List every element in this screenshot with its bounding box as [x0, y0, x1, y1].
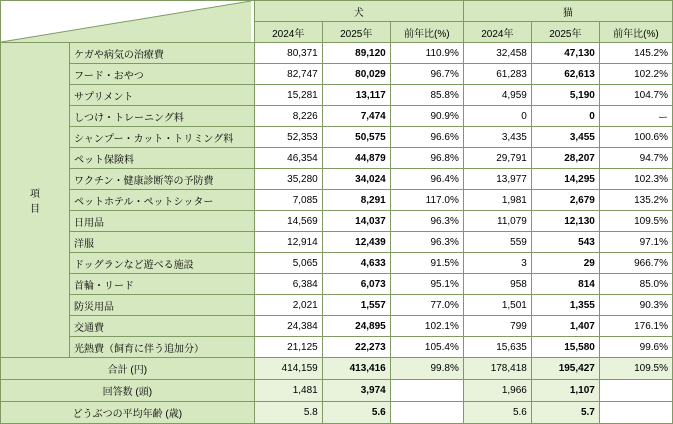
- row-item-label: ペットホテル・ペットシッター: [70, 190, 255, 211]
- cell-cat-2024: 11,079: [463, 211, 531, 232]
- table-row: [1, 43, 673, 64]
- cell-dog-2024: 52,353: [254, 127, 322, 148]
- cell-dog-yoy: 96.3%: [390, 211, 463, 232]
- row-item-label: ペット保険料: [70, 148, 255, 169]
- cell-dog-2025: 12,439: [322, 232, 390, 253]
- table-row: [1, 127, 673, 148]
- header-cat-2025: 2025年: [531, 22, 599, 43]
- summary-label-responses: 回答数 (頭): [1, 380, 255, 402]
- cell-dog-yoy: 117.0%: [390, 190, 463, 211]
- summary-dog-yoy: 99.8%: [390, 358, 463, 380]
- row-category-label: 項 目: [1, 43, 70, 358]
- cell-dog-yoy: 90.9%: [390, 106, 463, 127]
- summary-dog-2024: 5.8: [254, 402, 322, 424]
- row-item-label: 光熱費（飼育に伴う追加分）: [70, 337, 255, 358]
- summary-cat-yoy-blank: [599, 402, 672, 424]
- cell-dog-yoy: 102.1%: [390, 316, 463, 337]
- summary-row-total: [1, 358, 673, 380]
- row-item-label: しつけ・トレーニング料: [70, 106, 255, 127]
- row-item-label: ワクチン・健康診断等の予防費: [70, 169, 255, 190]
- cell-dog-2024: 46,354: [254, 148, 322, 169]
- table-row: [1, 148, 673, 169]
- cell-dog-2025: 6,073: [322, 274, 390, 295]
- summary-cat-2025: 1,107: [531, 380, 599, 402]
- cell-cat-2025: 15,580: [531, 337, 599, 358]
- cell-dog-yoy: 95.1%: [390, 274, 463, 295]
- summary-cat-2024: 5.6: [463, 402, 531, 424]
- cell-cat-yoy: 966.7%: [599, 253, 672, 274]
- table-row: [1, 169, 673, 190]
- cell-cat-yoy: 97.1%: [599, 232, 672, 253]
- summary-row-responses: [1, 380, 673, 402]
- cell-cat-2025: 29: [531, 253, 599, 274]
- row-item-label: ケガや病気の治療費: [70, 43, 255, 64]
- cell-cat-2025: 3,455: [531, 127, 599, 148]
- cell-dog-yoy: 105.4%: [390, 337, 463, 358]
- cell-dog-2024: 12,914: [254, 232, 322, 253]
- cell-cat-2024: 13,977: [463, 169, 531, 190]
- header-dog-2024: 2024年: [254, 22, 322, 43]
- cell-dog-yoy: 110.9%: [390, 43, 463, 64]
- cell-cat-yoy: ー: [599, 106, 672, 127]
- table-row: [1, 274, 673, 295]
- cell-dog-2025: 7,474: [322, 106, 390, 127]
- cell-cat-2025: 5,190: [531, 85, 599, 106]
- cell-cat-2025: 14,295: [531, 169, 599, 190]
- cell-cat-2024: 3: [463, 253, 531, 274]
- summary-cat-2024: 1,966: [463, 380, 531, 402]
- summary-dog-2025: 413,416: [322, 358, 390, 380]
- cell-cat-2024: 61,283: [463, 64, 531, 85]
- table-header: [1, 1, 673, 43]
- cell-dog-yoy: 96.8%: [390, 148, 463, 169]
- summary-dog-2025: 3,974: [322, 380, 390, 402]
- table-row: [1, 106, 673, 127]
- cell-dog-2024: 82,747: [254, 64, 322, 85]
- summary-dog-yoy-blank: [390, 402, 463, 424]
- cell-cat-yoy: 85.0%: [599, 274, 672, 295]
- row-item-label: 防災用品: [70, 295, 255, 316]
- cell-cat-2024: 3,435: [463, 127, 531, 148]
- table-row: [1, 85, 673, 106]
- table-row: [1, 295, 673, 316]
- cell-dog-yoy: 96.4%: [390, 169, 463, 190]
- cell-cat-yoy: 94.7%: [599, 148, 672, 169]
- cell-dog-2025: 24,895: [322, 316, 390, 337]
- cell-dog-2024: 80,371: [254, 43, 322, 64]
- cell-dog-2024: 15,281: [254, 85, 322, 106]
- cell-dog-2025: 50,575: [322, 127, 390, 148]
- diagonal-divider-icon: [1, 1, 251, 42]
- corner-diagonal-cell: [1, 1, 255, 43]
- header-dog-2025: 2025年: [322, 22, 390, 43]
- row-item-label: フード・おやつ: [70, 64, 255, 85]
- cell-cat-2025: 2,679: [531, 190, 599, 211]
- table-row: [1, 211, 673, 232]
- cell-cat-yoy: 104.7%: [599, 85, 672, 106]
- cell-cat-2024: 1,501: [463, 295, 531, 316]
- cell-cat-2024: 0: [463, 106, 531, 127]
- cell-dog-2025: 22,273: [322, 337, 390, 358]
- summary-cat-yoy-blank: [599, 380, 672, 402]
- cell-cat-2025: 814: [531, 274, 599, 295]
- cell-dog-2024: 35,280: [254, 169, 322, 190]
- cell-dog-2025: 4,633: [322, 253, 390, 274]
- cell-dog-yoy: 77.0%: [390, 295, 463, 316]
- cell-dog-2024: 21,125: [254, 337, 322, 358]
- table-body: [1, 43, 673, 424]
- cell-dog-2025: 14,037: [322, 211, 390, 232]
- cell-cat-2025: 1,407: [531, 316, 599, 337]
- row-item-label: 日用品: [70, 211, 255, 232]
- cell-dog-yoy: 85.8%: [390, 85, 463, 106]
- summary-dog-2024: 414,159: [254, 358, 322, 380]
- cell-dog-2025: 89,120: [322, 43, 390, 64]
- header-dog-yoy: 前年比(%): [390, 22, 463, 43]
- cell-dog-2024: 2,021: [254, 295, 322, 316]
- cell-dog-2024: 5,065: [254, 253, 322, 274]
- cell-cat-2024: 15,635: [463, 337, 531, 358]
- cell-dog-2025: 8,291: [322, 190, 390, 211]
- cell-dog-2025: 13,117: [322, 85, 390, 106]
- cell-cat-yoy: 102.3%: [599, 169, 672, 190]
- cell-dog-2024: 14,569: [254, 211, 322, 232]
- cell-cat-2025: 12,130: [531, 211, 599, 232]
- cell-cat-2024: 799: [463, 316, 531, 337]
- cell-dog-2024: 6,384: [254, 274, 322, 295]
- cell-cat-yoy: 100.6%: [599, 127, 672, 148]
- cell-dog-yoy: 96.6%: [390, 127, 463, 148]
- table-row: [1, 316, 673, 337]
- table-row: [1, 232, 673, 253]
- cell-dog-yoy: 96.7%: [390, 64, 463, 85]
- cell-cat-2024: 958: [463, 274, 531, 295]
- cell-cat-2025: 28,207: [531, 148, 599, 169]
- cell-cat-2024: 29,791: [463, 148, 531, 169]
- cell-dog-2024: 24,384: [254, 316, 322, 337]
- table-row: [1, 337, 673, 358]
- cell-cat-2024: 559: [463, 232, 531, 253]
- row-item-label: 交通費: [70, 316, 255, 337]
- cell-cat-2025: 0: [531, 106, 599, 127]
- cell-dog-2025: 34,024: [322, 169, 390, 190]
- header-species-dog: 犬: [254, 1, 463, 22]
- row-item-label: 洋服: [70, 232, 255, 253]
- cell-cat-2025: 1,355: [531, 295, 599, 316]
- cell-cat-2025: 62,613: [531, 64, 599, 85]
- cell-dog-2024: 7,085: [254, 190, 322, 211]
- cell-cat-yoy: 99.6%: [599, 337, 672, 358]
- summary-label-average-age: どうぶつの平均年齢 (歳): [1, 402, 255, 424]
- table-row: [1, 64, 673, 85]
- summary-dog-2025: 5.6: [322, 402, 390, 424]
- cell-cat-2024: 4,959: [463, 85, 531, 106]
- header-cat-yoy: 前年比(%): [599, 22, 672, 43]
- cell-dog-yoy: 91.5%: [390, 253, 463, 274]
- row-item-label: 首輪・リード: [70, 274, 255, 295]
- header-cat-2024: 2024年: [463, 22, 531, 43]
- row-item-label: シャンプー・カット・トリミング料: [70, 127, 255, 148]
- summary-label-total: 合計 (円): [1, 358, 255, 380]
- cell-dog-2025: 80,029: [322, 64, 390, 85]
- cell-dog-2024: 8,226: [254, 106, 322, 127]
- summary-row-average-age: [1, 402, 673, 424]
- cell-cat-yoy: 102.2%: [599, 64, 672, 85]
- cell-cat-2025: 47,130: [531, 43, 599, 64]
- row-item-label: サプリメント: [70, 85, 255, 106]
- header-species-cat: 猫: [463, 1, 672, 22]
- cell-cat-2025: 543: [531, 232, 599, 253]
- cell-dog-2025: 1,557: [322, 295, 390, 316]
- summary-cat-yoy: 109.5%: [599, 358, 672, 380]
- cell-cat-yoy: 145.2%: [599, 43, 672, 64]
- cell-cat-2024: 32,458: [463, 43, 531, 64]
- cell-dog-yoy: 96.3%: [390, 232, 463, 253]
- cell-cat-yoy: 109.5%: [599, 211, 672, 232]
- table-row: [1, 190, 673, 211]
- summary-dog-2024: 1,481: [254, 380, 322, 402]
- row-item-label: ドッグランなど遊べる施設: [70, 253, 255, 274]
- cell-cat-yoy: 135.2%: [599, 190, 672, 211]
- summary-dog-yoy-blank: [390, 380, 463, 402]
- summary-cat-2025: 195,427: [531, 358, 599, 380]
- cell-cat-2024: 1,981: [463, 190, 531, 211]
- cell-dog-2025: 44,879: [322, 148, 390, 169]
- cell-cat-yoy: 90.3%: [599, 295, 672, 316]
- summary-cat-2025: 5.7: [531, 402, 599, 424]
- summary-cat-2024: 178,418: [463, 358, 531, 380]
- cell-cat-yoy: 176.1%: [599, 316, 672, 337]
- table-row: [1, 253, 673, 274]
